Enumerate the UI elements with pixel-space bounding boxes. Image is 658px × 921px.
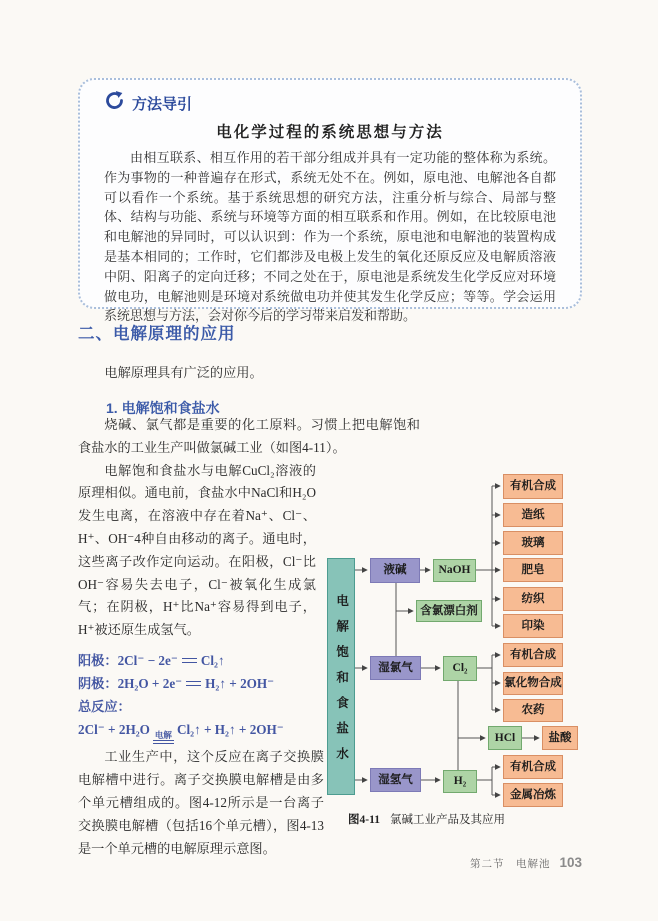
app-box: 有机合成 [503, 643, 563, 667]
box-naoh: NaOH [433, 559, 476, 582]
figure-4-11-flowchart [320, 470, 590, 838]
box-wet-hydrogen: 湿氢气 [370, 768, 421, 792]
box-chlorine-bleach: 含氯漂白剂 [416, 600, 482, 622]
app-box: 肥皂 [503, 558, 563, 582]
cathode-equation: 阴极：2H₂O + 2e⁻ H₂↑ + 2OH⁻ [78, 675, 275, 691]
app-box: 氯化物合成 [503, 672, 563, 695]
footer-section-title: 第二节 电解池 [469, 859, 551, 870]
paragraph-2: 电解饱和食盐水与电解CuCl₂溶液的原理相似。通电前，食盐水中NaCl和H₂O发生电离，在溶液中存在着Na⁺、Cl⁻、H⁺、OH⁻4种自由移动的离子。通电时，这些离子改作定向运动。在阳极，Cl⁻比OH⁻容易失去电子，Cl⁻被氧化生成氯气；在阴极，H⁺比Na⁺容易得到电子，H⁺被还原生成氢气。 [78, 460, 420, 642]
box-hydrochloric-acid: 盐酸 [542, 726, 578, 750]
box-hcl: HCl [488, 726, 522, 750]
section-heading: 二、电解原理的应用 [78, 325, 236, 343]
box-h2: H₂ [443, 770, 477, 793]
method-guide-box [78, 78, 582, 324]
app-box: 纺织 [503, 587, 563, 611]
double-equals [182, 658, 197, 663]
paragraph-3: 工业生产中，这个反应在离子交换膜电解槽中进行。离子交换膜电解槽是由多个单元槽组成的。图4-12所示是一台离子交换膜电解槽（包括16个单元槽），图4-13是一个单元槽的电解原理示意图。 [78, 749, 324, 856]
box-liquid-alkali: 液碱 [370, 558, 420, 583]
app-box: 农药 [503, 699, 563, 722]
box-cl2: Cl₂ [443, 656, 477, 681]
source-box-electrolysis-brine: 电解饱和食盐水 [327, 558, 355, 795]
method-guide-label: 方法导引 [132, 95, 193, 113]
total-reaction-equation: 2Cl⁻ + 2H₂O 电解 Cl₂↑ + H₂↑ + 2OH⁻ [78, 718, 328, 745]
sub-heading: 1. 电解饱和食盐水 [106, 400, 220, 416]
equation-block [78, 649, 328, 745]
circular-arrow-icon [104, 90, 125, 116]
page-number: 103 [559, 855, 582, 870]
app-box: 印染 [503, 614, 563, 638]
app-box: 造纸 [503, 503, 563, 527]
box-wet-chlorine: 湿氯气 [370, 656, 421, 680]
app-box: 有机合成 [503, 755, 563, 779]
figure-caption-label: 图4-11 [348, 814, 380, 826]
figure-caption: 图4-11 氯碱工业产品及其应用 [348, 814, 505, 826]
total-reaction-label: 总反应： [78, 698, 131, 714]
method-guide-body: 由相互联系、相互作用的若干部分组成并具有一定功能的整体称为系统。作为事物的一种普遍存在形式，系统无处不在。例如，原电池、电解池各自都可以看作一个系统。基于系统思想的研究方法，注重分析与综合、局部与整体、结构与功能、系统与环境等方面的相互联系和作用。例如，在比较原电池和电解池的异同时，可以认识到：作为一个系统，原电池和电解池的装置构成是基本相同的；工作时，它们都涉及电极上发生的氧化还原反应及电解质溶液中阴、阳离子的定向迁移；不同之处在于，原电池是系统发生化学反应对环境做电功，电解池则是环境对系统做电功并使其发生化学反应；等等。学会运用系统思想与方法，会对你今后的学习带来启发和帮助。 [104, 150, 556, 324]
method-guide-title: 电化学过程的系统思想与方法 [216, 124, 444, 141]
electrolysis-condition: 电解 [153, 731, 174, 745]
app-box: 金属冶炼 [503, 783, 563, 807]
section-intro: 电解原理具有广泛的应用。 [104, 365, 263, 380]
app-box: 有机合成 [503, 474, 563, 499]
paragraph-1: 烧碱、氯气都是重要的化工原料。习惯上把电解饱和食盐水的工业生产叫做氯碱工业（如图4-11）。 [78, 417, 420, 455]
page-footer [470, 855, 582, 871]
method-guide-badge [104, 90, 556, 116]
app-box: 玻璃 [503, 531, 563, 555]
anode-equation: 阳极：2Cl⁻ − 2e⁻ Cl₂↑ [78, 652, 225, 668]
double-equals [186, 681, 201, 686]
